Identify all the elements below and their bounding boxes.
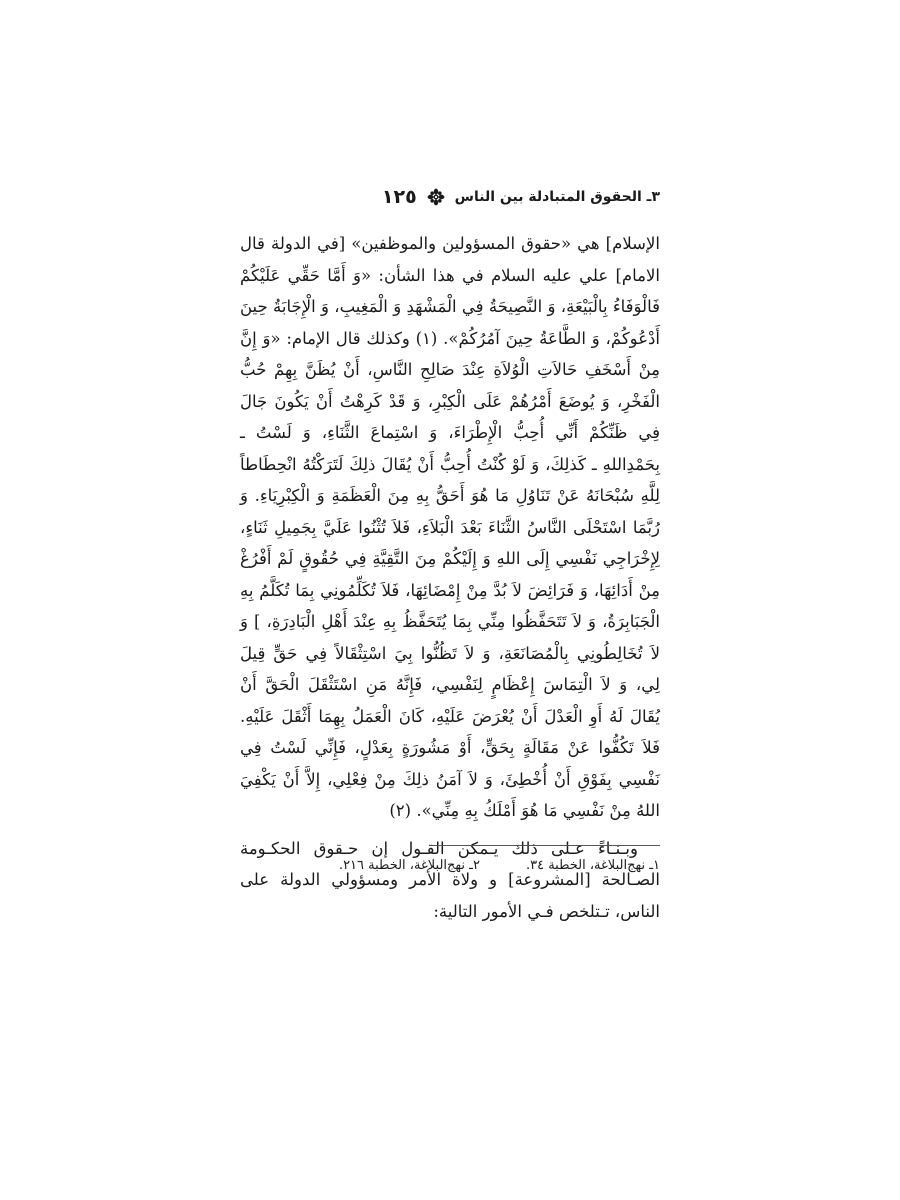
footnote-1: ١ـ نهج‌البلاغة، الخطبة ٣٤. [525, 858, 660, 873]
body-text [240, 228, 660, 927]
main-paragraph: الإسلام] هي «حقوق المسؤولين والموظفين» [في الدولة قال الامام] علي عليه السلام في هذا الشأن: «وَ أَمَّا حَقِّي عَلَيْكُمْ فَالْوَفَاءُ بِالْبَيْعَةِ، وَ النَّصِيحَةُ فِي الْمَشْهَدِ وَ الْمَغِيبِ، وَ الْإِجَابَةُ حِينَ أَدْعُوكُمْ، وَ الطَّاعَةُ حِينَ آمُرُكُمْ». (١) وكذلك قال الإمام: «وَ إِنَّ مِنْ أَسْخَفِ حَالاَتِ الْوُلاَةِ عِنْدَ صَالِحِ النَّاسِ، أَنْ يُظَنَّ بِهِمْ حُبُّ الْفَخْرِ، وَ يُوضَعَ أَمْرُهُمْ عَلَى الْكِبْرِ، وَ قَدْ كَرِهْتُ أَنْ يَكُونَ جَالَ فِي ظَنِّكُمْ أَنِّي أُحِبُّ الْإِطْرَاءَ، وَ اسْتِماعَ الثَّنَاءِ، وَ لَسْتُ ـ بِحَمْدِاللهِ ـ كَذلِكَ، وَ لَوْ كُنْتُ أُحِبُّ أَنْ يُقَالَ ذلِكَ لَتَرَكْتُهُ انْحِطَاطاً لِلَّهِ سُبْحَانَهُ عَنْ تَنَاوُلِ مَا هُوَ أَحَقُّ بِهِ مِنَ الْعَظَمَةِ وَ الْكِبْرِيَاءِ. وَ رُبَّمَا اسْتَحْلَى النَّاسُ الثَّنَاءَ بَعْدَ الْبَلاَءِ، فَلاَ تُثْنُوا عَلَيَّ بِجَمِيلِ ثَنَاءٍ، لِإِخْرَاجِي نَفْسِي إِلَى اللهِ وَ إِلَيْكُمْ مِنَ التَّقِيَّةِ فِي حُقُوقٍ لَمْ أَفْرُغْ مِنْ أَدَائِهَا، وَ فَرَائِضَ لاَ بُدَّ مِنْ إِمْضَائِهَا، فَلاَ تُكَلِّمُونِي بِمَا تُكَلَّمُ بِهِ الْجَبَابِرَةُ، وَ لاَ تَتَحَفَّظُوا مِنِّي بِمَا يُتَحَفَّظُ بِهِ عِنْدَ أَهْلِ الْبَادِرَةِ، ] وَ لاَ تُخَالِطُونِي بِالْمُصَانَعَةِ، وَ لاَ تَظُنُّوا بِيَ اسْتِثْقَالاً فِي حَقٍّ قِيلَ لِي، وَ لاَ الْتِمَاسَ إِعْظَامٍ لِنَفْسِي، فَإِنَّهُ مَنِ اسْتَثْقَلَ الْحَقَّ أَنْ يُقَالَ لَهُ أَوِ الْعَدْلَ أَنْ يُعْرَضَ عَلَيْهِ، كَانَ الْعَمَلُ بِهِمَا أَثْقَلَ عَلَيْهِ. فَلاَ تَكُفُّوا عَنْ مَقَالَةٍ بِحَقٍّ، أَوْ مَشُورَةٍ بِعَدْلٍ، فَإِنِّي لَسْتُ فِي نَفْسِي بِفَوْقِ أَنْ أُخْطِئَ، وَ لاَ آمَنُ ذلِكَ مِنْ فِعْلِي، إِلاَّ أَنْ يَكْفِيَ اللهُ مِنْ نَفْسِي مَا هُوَ أَمْلَكُ بِهِ مِنِّي». (٢) [240, 234, 660, 820]
page-number: ١٢٥ [381, 186, 417, 208]
concluding-paragraph: وبـنـاءً عـلى ذلك يـمكن القـول إن حـقوق الحكـومة الصـالحة [المشروعة] و ولاة الأمر ومسؤولي الدولة على الناس، تـتلخص فـي الأمور التالية: [240, 838, 660, 921]
floral-ornament-icon [427, 188, 445, 206]
footnotes [240, 858, 660, 873]
running-header [240, 180, 660, 214]
footnote-divider [430, 845, 660, 846]
footnote-2: ٢ـ نهج‌البلاغة، الخطبة ٢١٦. [338, 858, 480, 873]
chapter-title: ٣ـ الحقوق المتبادلة بين الناس [454, 189, 660, 205]
